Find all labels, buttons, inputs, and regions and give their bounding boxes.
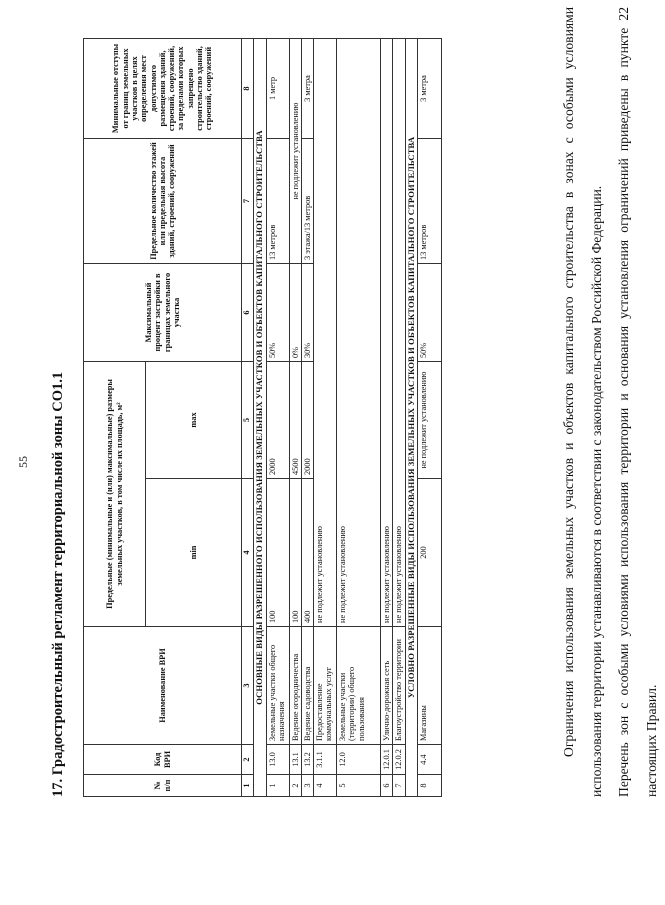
table-row <box>381 39 393 797</box>
table-row <box>301 39 313 797</box>
cell-name: Земельные участки общего назначения <box>266 627 289 745</box>
table-row <box>266 39 289 797</box>
col-number: 1 <box>242 775 254 797</box>
header-max: max <box>146 362 242 479</box>
paragraph-restrictions: Ограничения использования земельных участков и объектов капитального строительства в зонах с особыми условиями использования территории устанавливаются в соответствии с законодательством Российской Федерации. <box>561 7 604 797</box>
cell-percent: 50% <box>418 264 442 362</box>
table-row <box>289 39 301 797</box>
cell-name: Благоустройство территории <box>393 627 405 745</box>
section-row-conditional <box>405 39 418 797</box>
col-number: 8 <box>242 39 254 139</box>
page-number: 55 <box>16 456 30 468</box>
cell-name: Улично-дорожная сеть <box>381 627 393 745</box>
section-title-main: ОСНОВНЫЕ ВИДЫ РАЗРЕШЕННОГО ИСПОЛЬЗОВАНИЯ ЗЕМЕЛЬНЫХ УЧАСТКОВ И ОБЪЕКТОВ КАПИТАЛЬНОГО СТРОИТЕЛЬСТВА <box>254 39 267 797</box>
table-row <box>418 39 442 797</box>
col-number: 4 <box>242 479 254 627</box>
table-row <box>314 39 337 797</box>
cell-percent: 30% <box>301 264 313 362</box>
cell-max: не подлежит установлению <box>418 362 442 479</box>
cell-not-applicable: не подлежит установлению <box>393 39 405 627</box>
cell-name: Ведение огородничества <box>289 627 301 745</box>
cell-floors: 13 метров <box>266 139 289 264</box>
cell-max: 2000 <box>301 362 313 479</box>
header-min: min <box>146 479 242 627</box>
cell-code: 13.0 <box>266 745 289 775</box>
cell-code: 12.0.1 <box>381 745 393 775</box>
cell-num: 3 <box>301 775 313 797</box>
cell-setback: 3 метра <box>301 39 313 139</box>
cell-num: 7 <box>393 775 405 797</box>
cell-name: Земельные участки (территории) общего пользования <box>337 627 381 745</box>
table-row <box>393 39 405 797</box>
cell-num: 2 <box>289 775 301 797</box>
restrictions-paragraph <box>555 7 665 797</box>
cell-code: 3.1.1 <box>314 745 337 775</box>
section-title-conditional: УСЛОВНО РАЗРЕШЕННЫЕ ВИДЫ ИСПОЛЬЗОВАНИЯ ЗЕМЕЛЬНЫХ УЧАСТКОВ И ОБЪЕКТОВ КАПИТАЛЬНОГО СТРОИТЕЛЬСТВА <box>405 39 418 797</box>
header-name: Наименование ВРИ <box>84 627 242 745</box>
cell-code: 12.0.2 <box>393 745 405 775</box>
cell-percent: 0% <box>289 264 301 362</box>
regulation-table <box>83 38 442 797</box>
header-code: Код ВРИ <box>84 745 242 775</box>
col-number: 3 <box>242 627 254 745</box>
header-size: Предельные (минимальные и (или) максимальные) размеры земельных участков, в том числе их площадь, м² <box>84 362 146 627</box>
cell-setback: 1 метр <box>266 39 289 139</box>
cell-name: Ведение садоводства <box>301 627 313 745</box>
cell-min: 100 <box>266 479 289 627</box>
cell-max: 4500 <box>289 362 301 479</box>
cell-num: 1 <box>266 775 289 797</box>
col-number: 6 <box>242 264 254 362</box>
cell-name: Предоставление коммунальных услуг <box>314 627 337 745</box>
cell-setback: 3 метра <box>418 39 442 139</box>
cell-code: 12.0 <box>337 745 381 775</box>
page-title: 17. Градостроительный регламент территориальной зоны СО1.1 <box>50 371 66 797</box>
cell-code: 13.2 <box>301 745 313 775</box>
cell-num: 8 <box>418 775 442 797</box>
cell-code: 4.4 <box>418 745 442 775</box>
header-floors: Предельное количество этажей или предельная высота зданий, строений, сооружений <box>84 139 242 264</box>
cell-max: 2000 <box>266 362 289 479</box>
cell-num: 6 <box>381 775 393 797</box>
cell-not-applicable: не подлежит установлению <box>337 39 381 627</box>
header-setback: Минимальные отступы от границ земельных участков в целях определения мест допустимого размещения зданий, строений, сооружений, за пределами которых запрещено строительство зданий, строений, сооружений <box>84 39 242 139</box>
cell-percent: 50% <box>266 264 289 362</box>
cell-min: 100 <box>289 479 301 627</box>
cell-name: Магазины <box>418 627 442 745</box>
cell-floors: 3 этажа/13 метров <box>301 139 313 264</box>
paragraph-zones-list: Перечень зон с особыми условиями использования территории и основания установления ограничений приведены в пункте 22 настоящих Правил. <box>616 7 659 797</box>
header-percent: Максимальный процент застройки в границах земельного участка <box>84 264 242 362</box>
section-row-main <box>254 39 267 797</box>
cell-num: 5 <box>337 775 381 797</box>
cell-not-applicable: не подлежит установлению <box>381 39 393 627</box>
cell-min: 200 <box>418 479 442 627</box>
cell-num: 4 <box>314 775 337 797</box>
cell-min: 400 <box>301 479 313 627</box>
header-num: № п/п <box>84 775 242 797</box>
col-number: 2 <box>242 745 254 775</box>
col-number: 7 <box>242 139 254 264</box>
cell-not-applicable: не подлежит установлению <box>314 39 337 627</box>
column-number-row <box>242 39 254 797</box>
col-number: 5 <box>242 362 254 479</box>
cell-floors: не подлежит установлению <box>289 39 301 264</box>
cell-floors: 13 метров <box>418 139 442 264</box>
cell-code: 13.1 <box>289 745 301 775</box>
table-row <box>337 39 381 797</box>
